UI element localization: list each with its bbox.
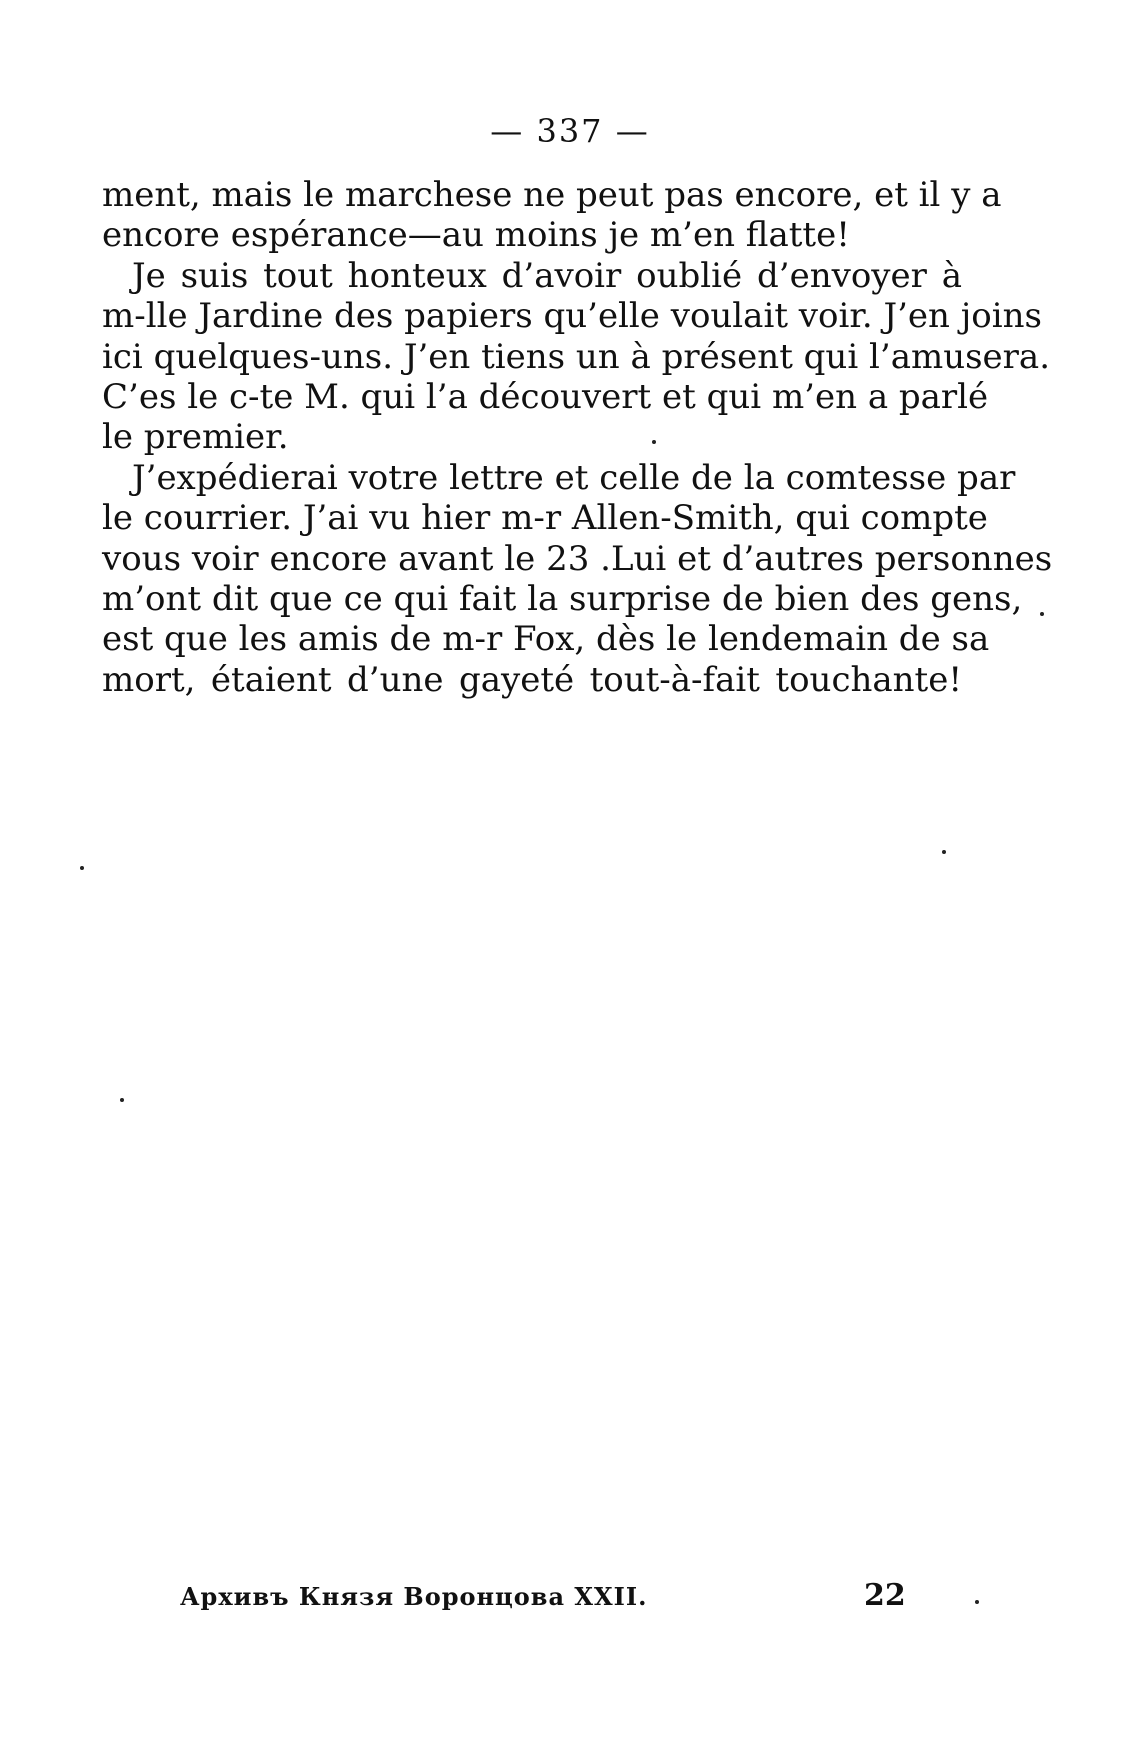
text-line: m’ont dit que ce qui fait la surprise de bien des gens, <box>102 578 1023 619</box>
text-line: C’es le c-te M. qui l’a découvert et qui m’en a parlé <box>102 376 989 417</box>
text-line: le premier. <box>102 417 289 458</box>
text-line: J’expédierai votre lettre et celle de la comtesse par <box>132 457 1016 498</box>
body-text <box>102 175 1053 700</box>
text-line: est que les amis de m-r Fox, dès le lendemain de sa <box>102 619 990 660</box>
text-line: vous voir encore avant le 23 .Lui et d’autres personnes <box>102 538 1053 579</box>
scan-speck <box>652 440 656 444</box>
text-line: Je suis tout honteux d’avoir oublié d’envoyer à <box>132 255 962 296</box>
text-line: le courrier. J’ai vu hier m-r Allen-Smith, qui compte <box>102 498 988 539</box>
text-line: ment, mais le marchese ne peut pas encore, et il y a <box>102 175 1002 215</box>
text-line: mort, étaient d’une gayeté tout-à-fait touchante! <box>102 659 962 700</box>
scan-speck <box>80 866 84 870</box>
text-line: m-lle Jardine des papiers qu’elle voulait voir. J’en joins <box>102 296 1042 337</box>
scan-speck <box>975 1600 979 1604</box>
text-line: ici quelques-uns. J’en tiens un à présent qui l’amusera. <box>102 336 1050 377</box>
scan-speck <box>942 850 946 854</box>
footer-sheet-number: 22 <box>864 1578 906 1613</box>
text-line: encore espérance—au moins je m’en flatte! <box>102 215 850 256</box>
scan-speck <box>120 1098 124 1102</box>
footer-signature: Архивъ Князя Воронцова XXII. <box>180 1582 648 1611</box>
page-number: — 337 — <box>490 112 650 150</box>
scan-speck <box>1040 612 1044 616</box>
